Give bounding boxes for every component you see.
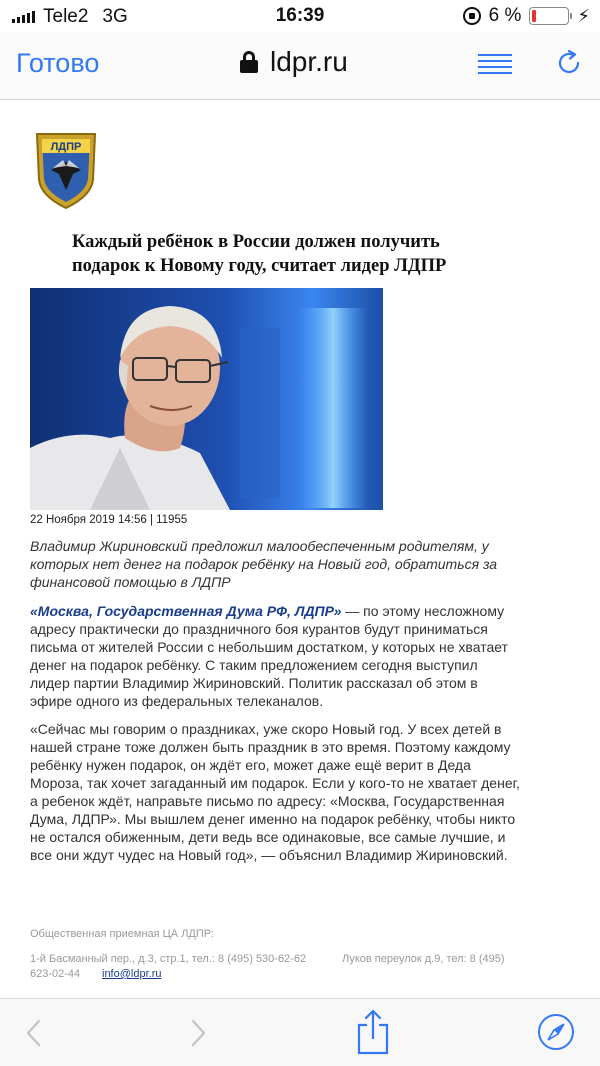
footer-email-link[interactable]: info@ldpr.ru: [102, 968, 162, 980]
svg-text:ЛДПР: ЛДПР: [50, 141, 82, 153]
status-time: 16:39: [275, 5, 325, 26]
footer-address-1: 1-й Басманный пер., д.3, стр.1, тел.: 8 (495) 530-62-62: [30, 953, 307, 965]
article-paragraph-1: [30, 602, 520, 710]
chevron-right-icon[interactable]: [188, 1019, 208, 1047]
article-paragraph-2: «Сейчас мы говорим о праздниках, уже скоро Новый год. У всех детей в нашей стране тоже должен быть праздник в это время. Поэтому каждому ребёнку нужен подарок, он ждёт его, может даже ещё верит в Деда Мороза, так хочет загаданный им подарок. Если у кого-то не хватает денег, а ребенок ждёт, направьте письмо по адресу: «Москва, Государственная Дума, ЛДПР». Мы вышлем денег именно на подарок ребёнку, чтобы никто не остался обиженным, дети ведь все одинаковые, все самые лучшие, и все они ждут чудес на Новый год», — объяснил Владимир Жириновский.: [30, 721, 520, 863]
footer-title: Общественная приемная ЦА ЛДПР:: [30, 928, 214, 940]
ldpr-logo[interactable]: [33, 130, 99, 210]
article-meta: 22 Ноября 2019 14:56 | 11955: [30, 514, 188, 526]
share-icon[interactable]: [355, 1009, 391, 1055]
paragraph-1-text: — по этому несложному адресу практически до праздничного боя курантов будут приниматься письма от жителей России с небольшим достатком, у которых не хватает денег на подарок ребёнку. С таким предложением сегодня выступил лидер партии Владимир Жириновский. Политик рассказал об этом в эфире одного из федеральных телеканалов.: [30, 603, 508, 709]
article-headline: Каждый ребёнок в России должен получить подарок к Новому году, считает лидер ЛДПР: [72, 232, 447, 276]
charging-icon: ⚡: [577, 5, 590, 26]
status-right: [463, 5, 590, 27]
url-field[interactable]: [240, 46, 348, 78]
battery-percent: 6 %: [488, 5, 522, 26]
chevron-left-icon[interactable]: [24, 1019, 44, 1047]
compass-icon[interactable]: [537, 1013, 575, 1051]
address-emphasis: «Москва, Государственная Дума РФ, ЛДПР»: [30, 603, 342, 619]
orientation-lock-icon: [463, 7, 481, 25]
reload-icon[interactable]: [554, 48, 584, 78]
carrier-name: Tele2: [43, 6, 89, 27]
footer-address-2: Луков переулок д.9, тел: 8 (495): [342, 953, 505, 965]
lock-icon: [240, 51, 258, 73]
article-photo: [30, 288, 383, 510]
done-button[interactable]: Готово: [16, 48, 100, 78]
article-lead: Владимир Жириновский предложил малообеспеченным родителям, у которых нет денег на подарок ребёнку на Новый год, обратиться за финансовой помощью в ЛДПР: [30, 538, 498, 590]
network-type: 3G: [102, 6, 128, 27]
reader-view-icon[interactable]: [478, 54, 512, 76]
footer-phone: 623-02-44: [30, 968, 81, 980]
browser-toolbar: [0, 998, 600, 1066]
url-text: ldpr.ru: [270, 46, 348, 77]
battery-icon: [529, 7, 569, 25]
browser-nav-bar: [0, 32, 600, 100]
status-bar: [0, 0, 600, 32]
